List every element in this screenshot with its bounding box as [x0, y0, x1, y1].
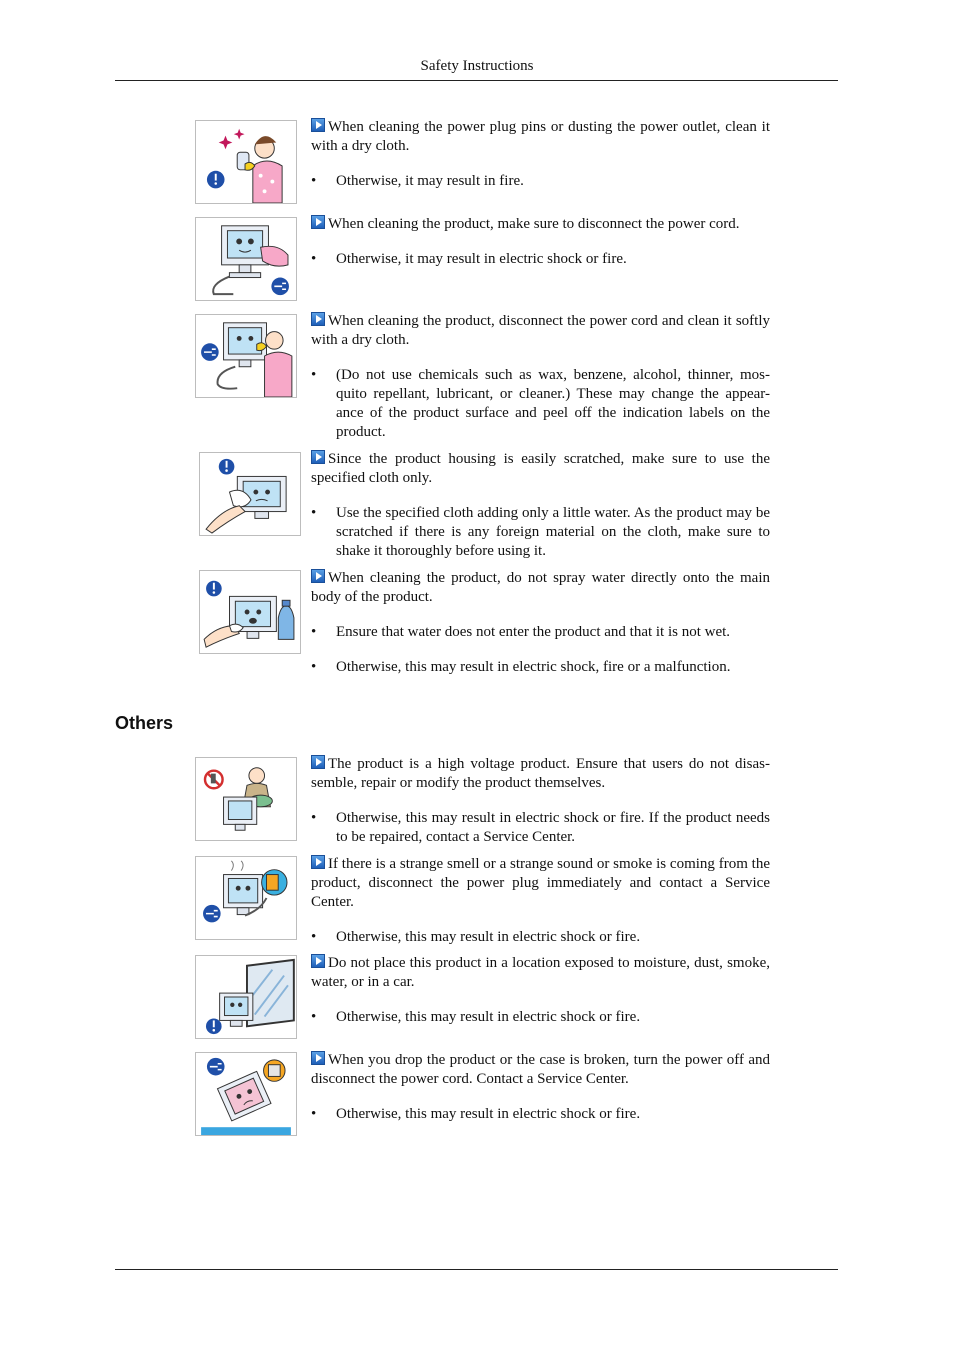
bullet-item: • Otherwise, this may result in electric shock or fire.: [311, 1008, 770, 1027]
clean-plug-illustration: [195, 120, 297, 204]
bullet-list: [311, 623, 770, 677]
entry-text: [311, 450, 770, 561]
bullet-item: • Otherwise, this may result in electric shock or fire.: [311, 1105, 770, 1124]
header-rule: [115, 80, 838, 81]
bullet-item: • (Do not use chemicals such as wax, benzene, alcohol, thinner, mos-quito repellant, lubricant, or cleaner.) These may change the appear-ance of the product surface and peel off the indication labels on the product.: [311, 366, 770, 442]
section-title-others: Others: [115, 713, 174, 733]
disconnect-cord-illustration: [195, 217, 297, 301]
entry-text: [311, 855, 770, 947]
no-spray-illustration: [199, 570, 301, 654]
moisture-illustration: [195, 955, 297, 1039]
entry-text: [311, 215, 770, 269]
dropped-product-illustration: [195, 1052, 297, 1136]
entry-text: [311, 1051, 770, 1124]
entry-lead: When you drop the product or the case is broken, turn the power off and disconnect the power cord. Contact a Service Center.: [311, 1052, 770, 1087]
entry-text: [311, 118, 770, 191]
bullet-item: • Otherwise, it may result in fire.: [311, 172, 770, 191]
bullet-item: • Use the specified cloth adding only a little water. As the product may be scratched if there is any foreign material on the cloth, make sure to shake it thoroughly before using it.: [311, 504, 770, 561]
entry-lead: If there is a strange smell or a strange sound or smoke is coming from the product, disconnect the power plug immediately and contact a Service Center.: [311, 856, 770, 910]
bullet-item: • Otherwise, this may result in electric shock or fire.: [311, 928, 770, 947]
bullet-list: [311, 1008, 770, 1027]
info-play-icon: [311, 215, 325, 229]
entry-text: [311, 755, 770, 847]
footer-rule: [115, 1269, 838, 1270]
bullet-item: • Otherwise, this may result in electric shock or fire. If the product needs to be repaired, contact a Service Center.: [311, 809, 770, 847]
bullet-list: [311, 1105, 770, 1124]
info-play-icon: [311, 755, 325, 769]
info-play-icon: [311, 1051, 325, 1065]
info-play-icon: [311, 312, 325, 326]
entry-lead: When cleaning the product, disconnect the power cord and clean it softly with a dry cloth.: [311, 313, 770, 348]
bullet-item: • Otherwise, it may result in electric shock or fire.: [311, 250, 770, 269]
entry-lead: When cleaning the product, do not spray water directly onto the main body of the product.: [311, 570, 770, 605]
bullet-item: • Otherwise, this may result in electric shock, fire or a malfunction.: [311, 658, 770, 677]
info-play-icon: [311, 855, 325, 869]
bullet-list: [311, 928, 770, 947]
entry-text: [311, 954, 770, 1027]
no-disassemble-illustration: [195, 757, 297, 841]
dry-cloth-illustration: [195, 314, 297, 398]
bullet-list: [311, 504, 770, 561]
bullet-item: • Ensure that water does not enter the product and that it is not wet.: [311, 623, 770, 642]
entry-lead: When cleaning the power plug pins or dusting the power outlet, clean it with a dry cloth.: [311, 119, 770, 154]
bullet-list: [311, 366, 770, 442]
bullet-list: [311, 172, 770, 191]
entry-text: [311, 312, 770, 442]
header-title: Safety Instructions: [420, 58, 534, 74]
entry-text: [311, 569, 770, 677]
info-play-icon: [311, 118, 325, 132]
info-play-icon: [311, 450, 325, 464]
info-play-icon: [311, 569, 325, 583]
entry-lead: When cleaning the product, make sure to disconnect the power cord.: [328, 216, 740, 232]
scratch-cloth-illustration: [199, 452, 301, 536]
entry-lead: The product is a high voltage product. Ensure that users do not disas-semble, repair or modify the product themselves.: [311, 756, 770, 791]
entry-lead: Since the product housing is easily scratched, make sure to use the specified cloth only.: [311, 451, 770, 486]
bullet-list: [311, 250, 770, 269]
entry-lead: Do not place this product in a location exposed to moisture, dust, smoke, water, or in a car.: [311, 955, 770, 990]
info-play-icon: [311, 954, 325, 968]
bullet-list: [311, 809, 770, 847]
strange-smell-illustration: [195, 856, 297, 940]
